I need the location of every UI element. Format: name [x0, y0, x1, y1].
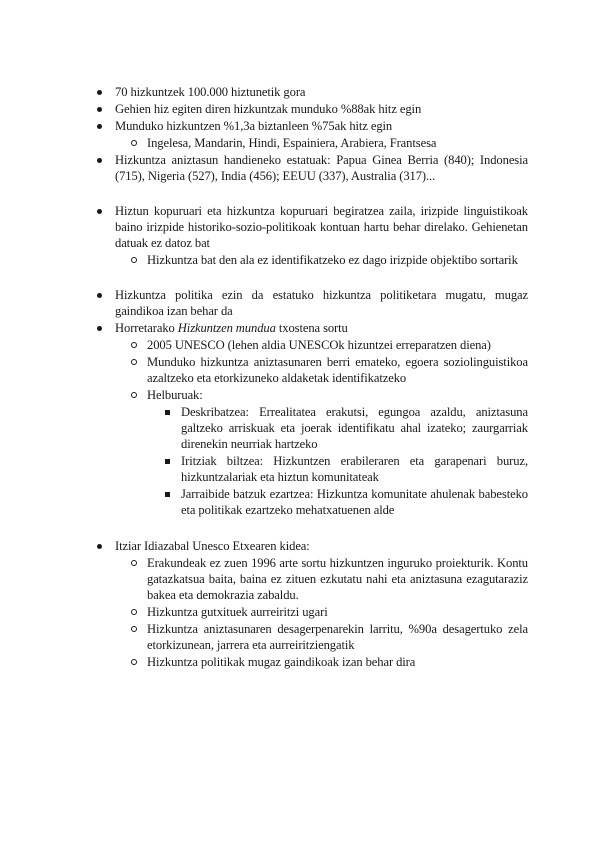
- list-item: Iritziak biltzea: Hizkuntzen erabileraren eta garapenari buruz, hizkuntzalariak eta hiztun komunitateak: [96, 453, 528, 485]
- report-title: Hizkuntzen mundua: [177, 321, 276, 335]
- list-item: Ingelesa, Mandarin, Hindi, Espainiera, Arabiera, Frantsesa: [96, 135, 528, 151]
- list-item: Hizkuntza aniztasunaren desagerpenarekin larritu, %90a desagertuko zela etorkizunean, jarrera eta aurreiritziengatik: [96, 621, 528, 653]
- bullet-circle-icon: [131, 359, 137, 365]
- list-item: Hizkuntza gutxituek aurreiritzi ugari: [96, 604, 528, 620]
- document-body: [96, 84, 528, 671]
- bullet-disc-icon: [97, 293, 102, 298]
- list-item: Jarraibide batzuk ezartzea: Hizkuntza komunitate ahulenak babesteko eta politikak ezartzeko mehatxatuenen alde: [96, 486, 528, 518]
- list-item: Erakundeak ez zuen 1996 arte sortu hizkuntzen inguruko proiekturik. Kontu gatazkatsua baita, baina ez zituen ezkutatu nahi eta aniztasuna ezagutaraziz bakea eta demokrazia zabaldu.: [96, 555, 528, 603]
- bullet-disc-icon: [97, 90, 102, 95]
- bullet-circle-icon: [131, 392, 137, 398]
- bullet-square-icon: [165, 410, 170, 415]
- list-item: Helburuak:: [96, 387, 528, 403]
- bullet-square-icon: [165, 459, 170, 464]
- list-item: Munduko hizkuntza aniztasunaren berri emateko, egoera soziolinguistikoa azaltzeko eta etorkizuneko aldaketak identifikatzeko: [96, 354, 528, 386]
- bullet-disc-icon: [97, 107, 102, 112]
- list-item: 2005 UNESCO (lehen aldia UNESCOk hizuntzei erreparatzen diena): [96, 337, 528, 353]
- bullet-circle-icon: [131, 342, 137, 348]
- bullet-circle-icon: [131, 626, 137, 632]
- bullet-disc-icon: [97, 326, 102, 331]
- list-item: Hiztun kopuruari eta hizkuntza kopuruari begiratzea zaila, irizpide linguistikoak baino irizpide historiko-sozio-politikoak kontuan hartu behar direlako. Gehienetan datuak ez datoz bat: [96, 203, 528, 251]
- bullet-disc-icon: [97, 209, 102, 214]
- list-item: Gehien hiz egiten diren hizkuntzak munduko %88ak hitz egin: [96, 101, 528, 117]
- list-item: Hizkuntza politikak mugaz gaindikoak izan behar dira: [96, 654, 528, 670]
- list-item: [96, 320, 528, 336]
- bullet-disc-icon: [97, 158, 102, 163]
- list-item: 70 hizkuntzek 100.000 hiztunetik gora: [96, 84, 528, 100]
- section-spacer: [96, 269, 528, 287]
- bullet-circle-icon: [131, 609, 137, 615]
- bullet-circle-icon: [131, 560, 137, 566]
- section-spacer: [96, 185, 528, 203]
- list-item: Itziar Idiazabal Unesco Etxearen kidea:: [96, 538, 528, 554]
- bullet-square-icon: [165, 492, 170, 497]
- list-item: Deskribatzea: Errealitatea erakutsi, egungoa azaldu, aniztasuna galtzeko arriskuak eta joerak identifikatu ahal izateko; zaurgarriak direnekin neurriak hartzeko: [96, 404, 528, 452]
- list-item: Hizkuntza bat den ala ez identifikatzeko ez dago irizpide objektibo sortarik: [96, 252, 528, 268]
- section-spacer: [96, 519, 528, 538]
- bullet-circle-icon: [131, 257, 137, 263]
- list-item: Munduko hizkuntzen %1,3a biztanleen %75ak hitz egin: [96, 118, 528, 134]
- list-item: Hizkuntza aniztasun handieneko estatuak: Papua Ginea Berria (840); Indonesia (715), Nigeria (527), India (456); EEUU (337), Australia (317)...: [96, 152, 528, 184]
- bullet-disc-icon: [97, 124, 102, 129]
- bullet-disc-icon: [97, 544, 102, 549]
- bullet-circle-icon: [131, 659, 137, 665]
- list-item: Hizkuntza politika ezin da estatuko hizkuntza politiketara mugatu, mugaz gaindikoa izan behar da: [96, 287, 528, 319]
- list-item-text: Horretarako Hizkuntzen mundua txostena sortu: [115, 321, 348, 335]
- bullet-circle-icon: [131, 140, 137, 146]
